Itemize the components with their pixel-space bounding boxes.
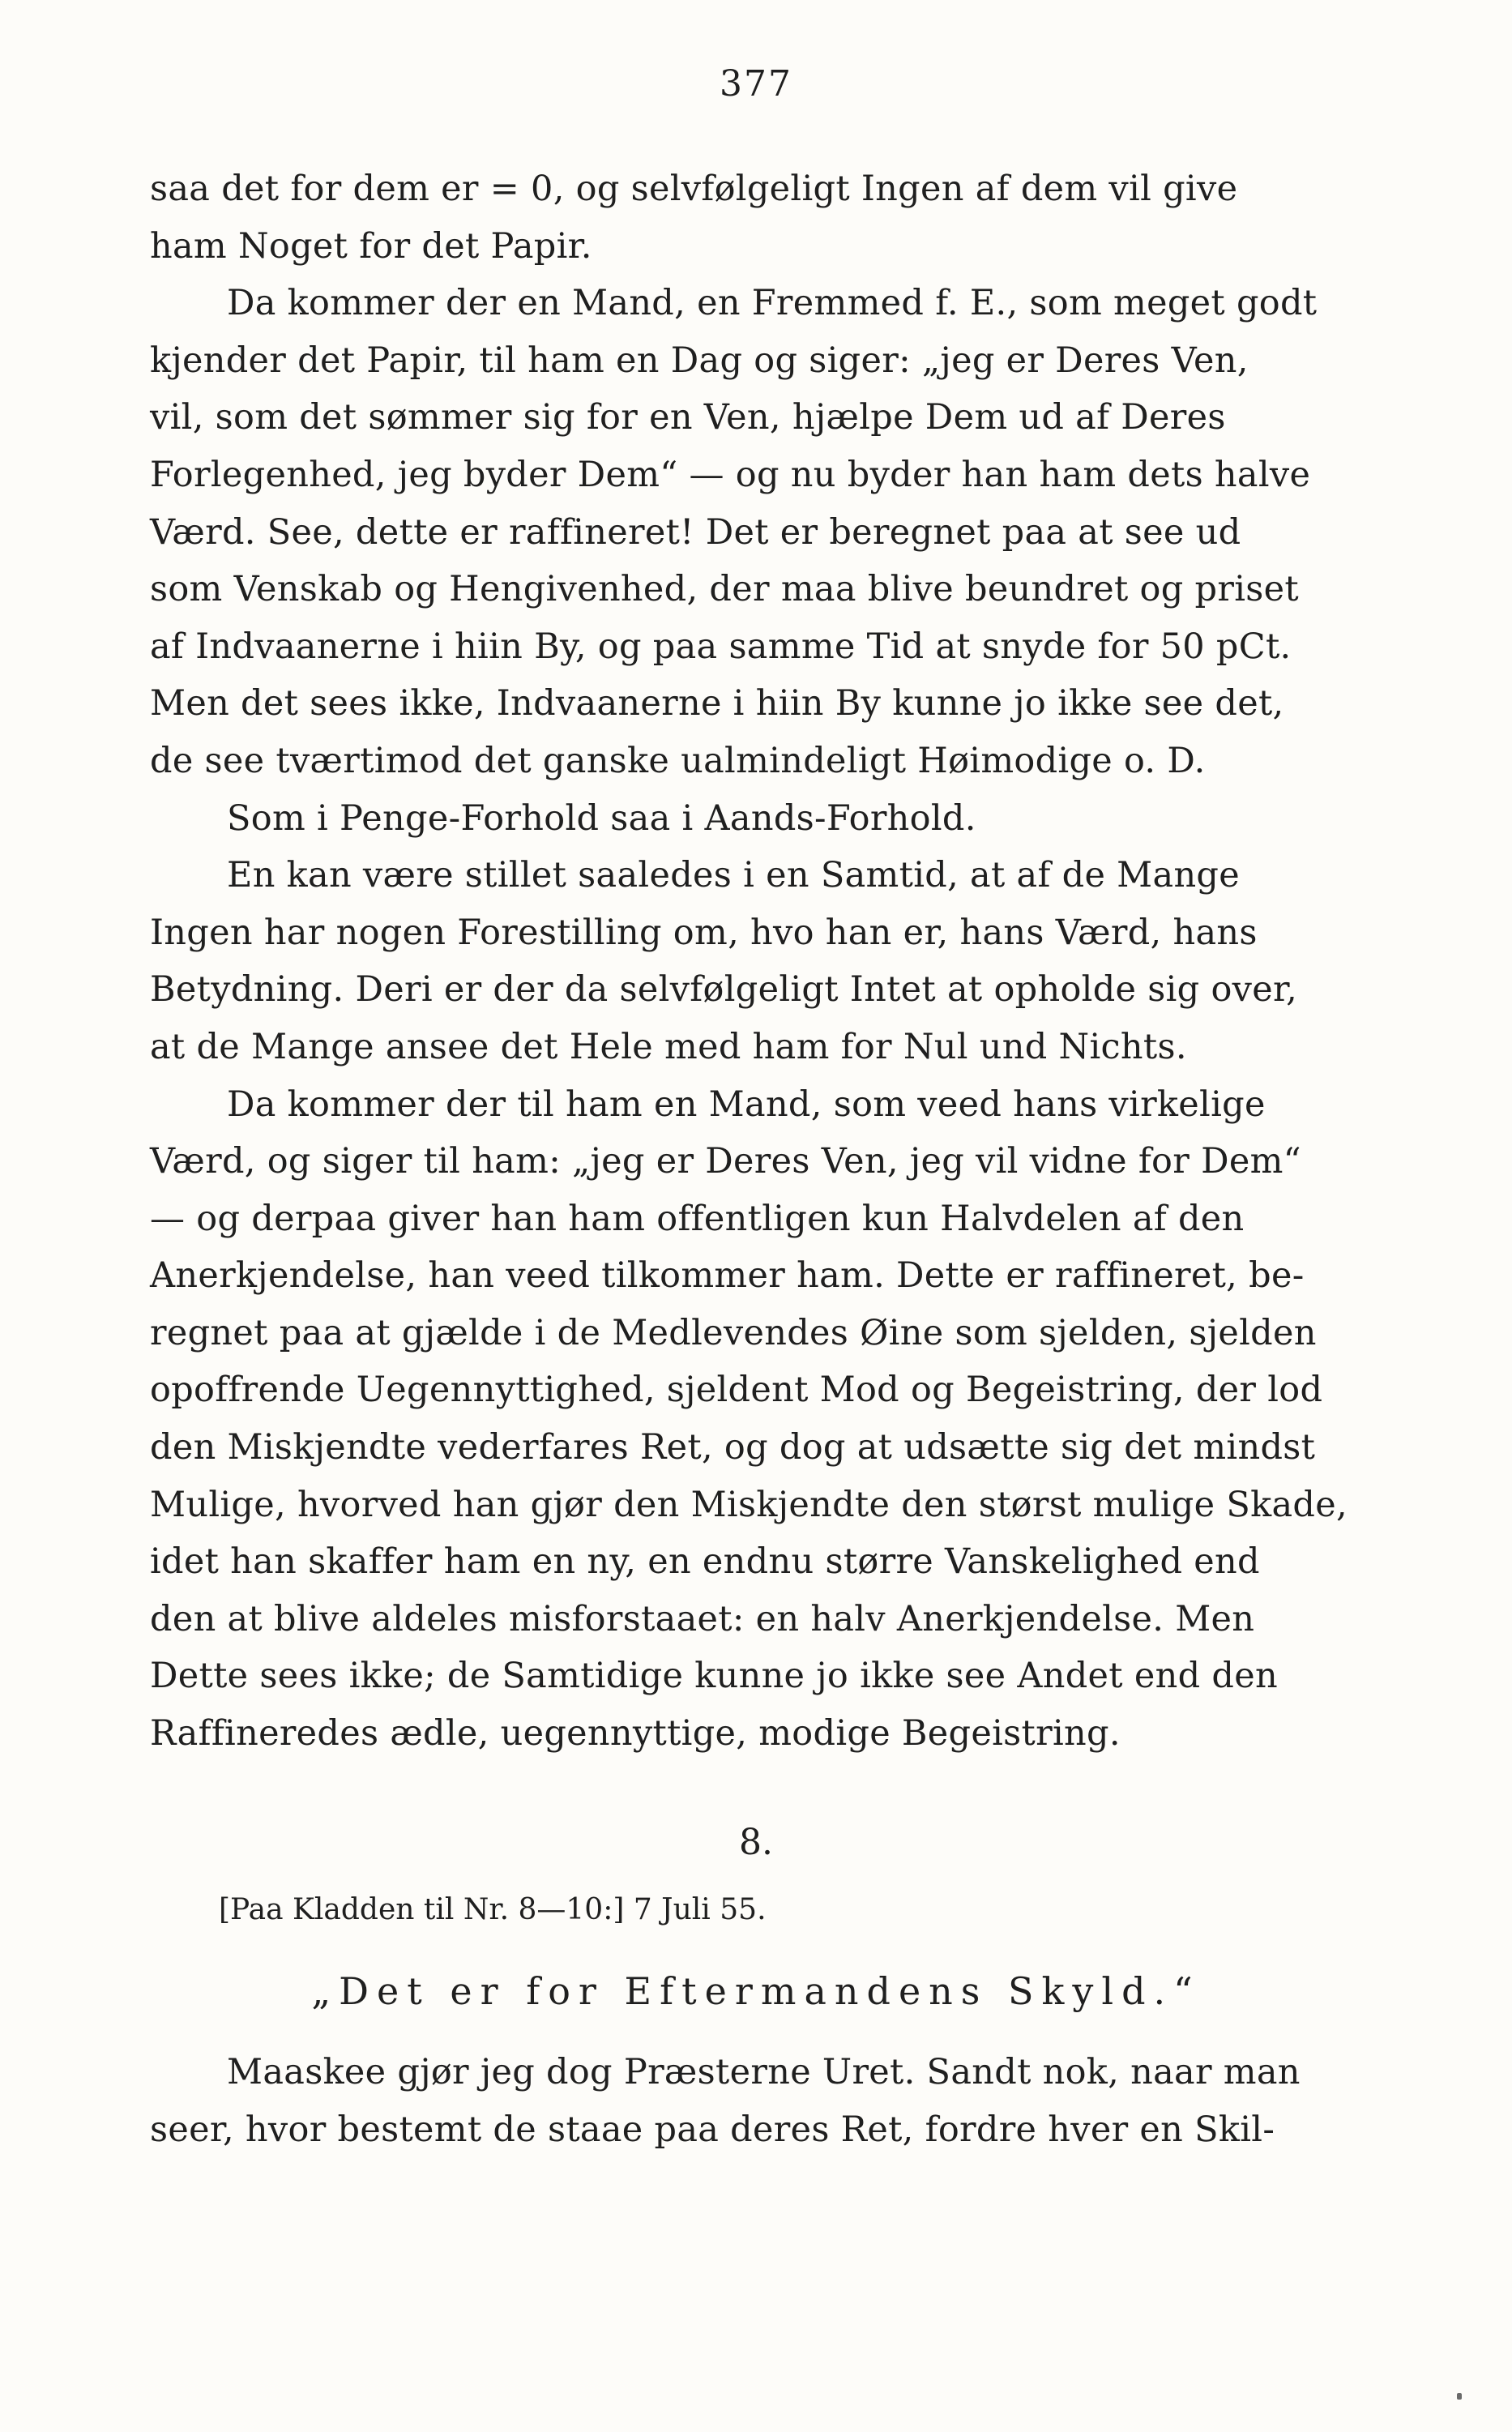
text-line: kjender det Papir, til ham en Dag og siger: „jeg er Deres Ven, bbox=[150, 340, 1249, 381]
text-line: saa det for dem er = 0, og selvfølgeligt Ingen af dem vil give bbox=[150, 169, 1238, 209]
text-line: — og derpaa giver han ham offentligen kun Halvdelen af den bbox=[150, 1198, 1245, 1239]
text-line: den at blive aldeles misforstaaet: en halv Anerkjendelse. Men bbox=[150, 1598, 1255, 1639]
section-heading: „Det er for Eftermandens Skyld.“ bbox=[311, 1969, 1201, 2013]
text-line: Da kommer der en Mand, en Fremmed f. E., som meget godt bbox=[227, 283, 1318, 324]
page-number: 377 bbox=[720, 63, 792, 105]
text-line: Værd, og siger til ham: „jeg er Deres Ven, jeg vil vidne for Dem“ bbox=[150, 1141, 1301, 1182]
text-line: Forlegenhed, jeg byder Dem“ — og nu byder han ham dets halve bbox=[150, 454, 1311, 495]
main-text bbox=[150, 160, 1348, 1763]
text-line: som Venskab og Hengivenhed, der maa blive beundret og priset bbox=[150, 569, 1299, 610]
text-line: Da kommer der til ham en Mand, som veed hans virkelige bbox=[227, 1084, 1266, 1125]
text-line: Anerkjendelse, han veed tilkommer ham. Dette er raffineret, be- bbox=[150, 1255, 1305, 1297]
text-line: vil, som det sømmer sig for en Ven, hjælpe Dem ud af Deres bbox=[150, 397, 1226, 438]
section-number: 8. bbox=[739, 1822, 773, 1863]
text-line: Som i Penge-Forhold saa i Aands-Forhold. bbox=[227, 797, 976, 839]
section-text bbox=[150, 2044, 1301, 2158]
text-line: Raffineredes ædle, uegennyttige, modige Begeistring. bbox=[150, 1713, 1121, 1755]
text-line: Men det sees ikke, Indvaanerne i hiin By kunne jo ikke see det, bbox=[150, 683, 1284, 724]
text-line: ham Noget for det Papir. bbox=[150, 225, 592, 267]
editorial-note: [Paa Kladden til Nr. 8—10:] 7 Juli 55. bbox=[219, 1893, 767, 1926]
text-line: opoffrende Uegennyttighed, sjeldent Mod og Begeistring, der lod bbox=[150, 1370, 1323, 1411]
text-line: idet han skaffer ham en ny, en endnu større Vanskelighed end bbox=[150, 1541, 1260, 1583]
text-line: at de Mange ansee det Hele med ham for Nul und Nichts. bbox=[150, 1026, 1187, 1067]
text-line: Betydning. Deri er der da selvfølgeligt Intet at opholde sig over, bbox=[150, 969, 1298, 1011]
text-line: regnet paa at gjælde i de Medlevendes Øine som sjelden, sjelden bbox=[150, 1312, 1317, 1353]
text-line: Ingen har nogen Forestilling om, hvo han er, hans Værd, hans bbox=[150, 912, 1258, 953]
text-line: Dette sees ikke; de Samtidige kunne jo ikke see Andet end den bbox=[150, 1656, 1278, 1697]
text-line: de see tværtimod det ganske ualmindeligt Høimodige o. D. bbox=[150, 740, 1206, 781]
text-line: af Indvaanerne i hiin By, og paa samme Tid at snyde for 50 pCt. bbox=[150, 626, 1292, 667]
text-line: Mulige, hvorved han gjør den Miskjendte den størst mulige Skade, bbox=[150, 1484, 1348, 1525]
text-line: den Miskjendte vederfares Ret, og dog at udsætte sig det mindst bbox=[150, 1427, 1316, 1468]
text-line: Maaskee gjør jeg dog Præsterne Uret. Sandt nok, naar man bbox=[227, 2052, 1301, 2092]
text-line: Værd. See, dette er raffineret! Det er beregnet paa at see ud bbox=[150, 511, 1241, 553]
text-line: En kan være stillet saaledes i en Samtid, at af de Mange bbox=[227, 855, 1241, 896]
page-mark bbox=[1457, 2393, 1462, 2400]
text-line: seer, hvor bestemt de staae paa deres Ret, fordre hver en Skil- bbox=[150, 2109, 1275, 2150]
